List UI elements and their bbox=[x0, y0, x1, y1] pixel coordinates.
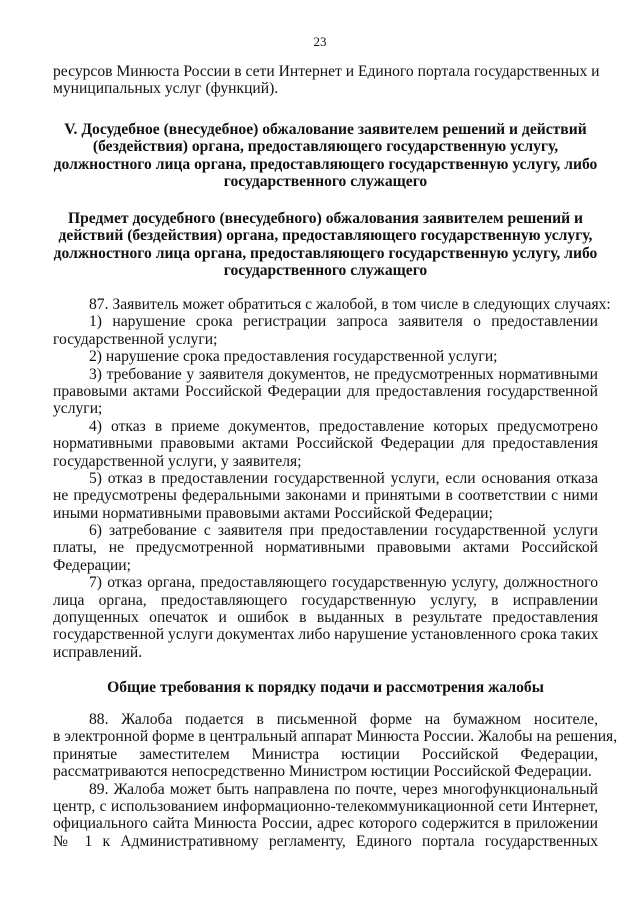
page-number: 23 bbox=[313, 34, 327, 49]
text-line: 88. Жалоба подается в письменной форме на бумажном носителе, bbox=[89, 711, 598, 728]
text-line: в электронной форме в центральный аппарат Минюста России. Жалобы на решения, bbox=[53, 728, 618, 746]
text-line: рассматриваются непосредственно Министром юстиции Российской Федерации. bbox=[53, 763, 592, 781]
text-line: иными нормативными правовыми актами Российской Федерации; bbox=[53, 504, 493, 522]
text-line: государственной услуги документах либо нарушение установленного срока таких bbox=[53, 626, 599, 644]
text-line: не предусмотрены федеральными законами и принятыми в соответствии с ними bbox=[53, 487, 598, 505]
text-line: 7) отказ органа, предоставляющего государственную услугу, должностного bbox=[89, 574, 598, 592]
text-line: 6) затребование с заявителя при предоставлении государственной услуги bbox=[89, 522, 598, 540]
text-line: исправлений. bbox=[53, 643, 143, 661]
text-line: Предмет досудебного (внесудебного) обжалования заявителем решений и bbox=[67, 210, 584, 227]
text-line: государственного служащего bbox=[223, 173, 428, 191]
text-line: нормативными правовыми актами Российской Федерации для предоставления bbox=[53, 435, 598, 453]
text-line: ресурсов Минюста России в сети Интернет и Единого портала государственных и bbox=[53, 63, 600, 80]
text-line: (бездействия) органа, предоставляющего государственную услугу, bbox=[92, 138, 559, 156]
text-line: правовыми актами Российской Федерации для предоставления государственной bbox=[53, 382, 598, 400]
text-line: должностного лица органа, предоставляющего государственную услугу, либо bbox=[53, 244, 598, 262]
paragraph-block bbox=[53, 711, 618, 850]
text-line: 5) отказ в предоставлении государственной услуги, если основания отказа bbox=[89, 469, 598, 487]
text-line: должностного лица органа, предоставляющего государственную услугу, либо bbox=[53, 155, 598, 173]
text-line: Общие требования к порядку подачи и рассмотрения жалобы bbox=[107, 679, 544, 696]
section-heading bbox=[53, 210, 598, 280]
text-line: действий (бездействия) органа, предоставляющего государственную услугу, bbox=[58, 227, 593, 245]
section-heading bbox=[53, 679, 598, 696]
text-line: № 1 к Административному регламенту, Единого портала государственных bbox=[53, 832, 598, 850]
text-line: 87. Заявитель может обратиться с жалобой, в том числе в следующих случаях: bbox=[89, 296, 611, 313]
text-line: V. Досудебное (внесудебное) обжалование заявителем решений и действий bbox=[64, 121, 587, 138]
text-line: муниципальных услуг (функций). bbox=[53, 80, 279, 98]
text-line: услуги; bbox=[53, 400, 103, 418]
text-line: 89. Жалоба может быть направлена по почте, через многофункциональный bbox=[89, 780, 598, 798]
text-line: государственной услуги; bbox=[53, 330, 218, 348]
text-line: государственной услуги, у заявителя; bbox=[53, 452, 302, 470]
text-line: допущенных опечаток и ошибок в выданных в результате предоставления bbox=[53, 609, 598, 627]
text-line: 1) нарушение срока регистрации запроса заявителя о предоставлении bbox=[89, 313, 598, 331]
text-line: центр, с использованием информационно-телекоммуникационной сети Интернет, bbox=[53, 797, 598, 815]
text-line: официального сайта Минюста России, адрес которого содержится в приложении bbox=[53, 815, 598, 833]
text-line: лица органа, предоставляющего государственную услугу, в исправлении bbox=[53, 591, 598, 609]
paragraph-block bbox=[53, 63, 598, 98]
text-line: государственного служащего bbox=[223, 262, 428, 280]
text-line: Федерации; bbox=[53, 556, 131, 574]
section-heading bbox=[53, 121, 598, 191]
text-line: принятые заместителем Министра юстиции Российской Федерации, bbox=[53, 745, 598, 763]
text-line: 3) требование у заявителя документов, не предусмотренных нормативными bbox=[89, 365, 598, 383]
paragraph-block bbox=[53, 296, 611, 661]
text-line: 4) отказ в приеме документов, предоставление которых предусмотрено bbox=[89, 417, 598, 435]
text-line: платы, не предусмотренной нормативными правовыми актами Российской bbox=[53, 539, 598, 557]
text-line: 2) нарушение срока предоставления государственной услуги; bbox=[89, 348, 498, 366]
